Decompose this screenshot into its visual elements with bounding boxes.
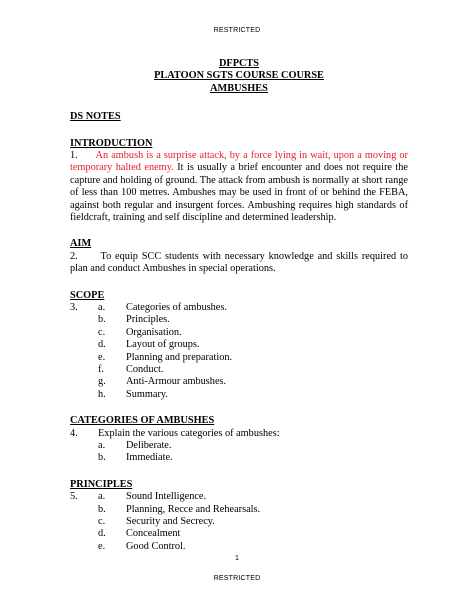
list-item: [70, 528, 408, 540]
item-letter: c.: [98, 515, 106, 527]
item-text: Principles.: [126, 314, 170, 326]
item-text: Anti-Armour ambushes.: [126, 376, 227, 388]
item-letter: e.: [98, 351, 106, 363]
list-item: [70, 389, 408, 401]
item-text: Security and Secrecy.: [126, 515, 215, 527]
item-letter: b.: [98, 314, 106, 326]
aim-heading: AIM: [70, 238, 92, 250]
item-text: Explain the various categories of ambushes:: [98, 427, 280, 439]
title-line-2: PLATOON SGTS COURSE COURSE: [154, 70, 324, 82]
list-item: [70, 452, 408, 464]
aim-text: To equip SCC students with necessary knowledge and skills required to plan and conduct Ambushes in special operations.: [70, 250, 408, 275]
item-letter: f.: [98, 364, 105, 375]
item-text: Planning and preparation.: [126, 351, 233, 363]
para-number: 3.: [70, 302, 78, 314]
introduction-text: It is usually a brief encounter and does not require the capture and holding of ground. The attack from ambush is normally at short range of less than 100 metres. Ambushes may be used in front of or behind the FEBA, against both regular and insurgent forces. Ambushing requires high standards of fieldcraft, training and self discipline and determined leadership.: [70, 162, 408, 224]
item-text: Sound Intelligence.: [126, 491, 207, 503]
item-text: Concealment: [126, 528, 181, 540]
item-letter: a.: [98, 491, 106, 503]
list-item: [70, 376, 408, 388]
page-number: 1: [235, 555, 239, 562]
list-item: [70, 364, 408, 376]
item-text: Layout of groups.: [126, 339, 200, 351]
item-text: Deliberate.: [126, 439, 172, 451]
list-item: [70, 491, 408, 503]
item-text: Organisation.: [126, 326, 182, 338]
scope-heading: SCOPE: [70, 289, 105, 301]
list-item: [70, 339, 408, 351]
item-letter: d.: [98, 528, 106, 540]
categories-list: [70, 428, 408, 465]
introduction-heading: INTRODUCTION: [70, 137, 153, 149]
item-letter: a.: [98, 302, 106, 314]
item-letter: h.: [98, 388, 106, 400]
item-text: Conduct.: [126, 364, 164, 375]
para-number: 1.: [70, 149, 78, 161]
para-number: 4.: [70, 427, 78, 439]
scope-list: [70, 302, 408, 401]
item-text: Immediate.: [126, 452, 173, 464]
item-text: Categories of ambushes.: [126, 302, 227, 314]
item-letter: a.: [98, 439, 106, 451]
item-text: Planning, Recce and Rehearsals.: [126, 503, 261, 515]
item-letter: c.: [98, 326, 106, 338]
ambush-definition: An ambush is a surprise attack, by a force lying in wait, upon a moving or temporary halted enemy.: [70, 149, 408, 174]
item-letter: d.: [98, 339, 106, 351]
item-letter: g.: [98, 376, 106, 388]
list-item: [70, 440, 408, 452]
list-item: [70, 516, 408, 528]
item-text: Good Control.: [126, 540, 186, 552]
item-text: Summary.: [126, 388, 168, 400]
principles-list: [70, 491, 408, 553]
title-line-3: AMBUSHES: [210, 82, 268, 94]
item-letter: b.: [98, 503, 106, 515]
header-marking: RESTRICTED: [213, 27, 261, 34]
list-item: [70, 541, 408, 553]
item-letter: e.: [98, 540, 106, 552]
list-item: [70, 504, 408, 516]
list-item: [70, 428, 408, 440]
categories-heading: CATEGORIES OF AMBUSHES: [70, 415, 215, 427]
list-item: [70, 327, 408, 339]
title-line-1: DFPCTS: [218, 58, 260, 69]
list-item: [70, 352, 408, 364]
item-letter: b.: [98, 452, 106, 464]
introduction-paragraph: [70, 150, 408, 224]
document-body: [70, 58, 408, 553]
ds-notes-heading: DS NOTES: [70, 111, 121, 123]
para-number: 5.: [70, 491, 78, 503]
aim-paragraph: [70, 251, 408, 276]
footer-marking: RESTRICTED: [213, 575, 261, 582]
list-item: [70, 302, 408, 314]
title-block: [70, 58, 408, 95]
para-number: 2.: [70, 250, 78, 262]
list-item: [70, 314, 408, 326]
principles-heading: PRINCIPLES: [70, 478, 133, 490]
